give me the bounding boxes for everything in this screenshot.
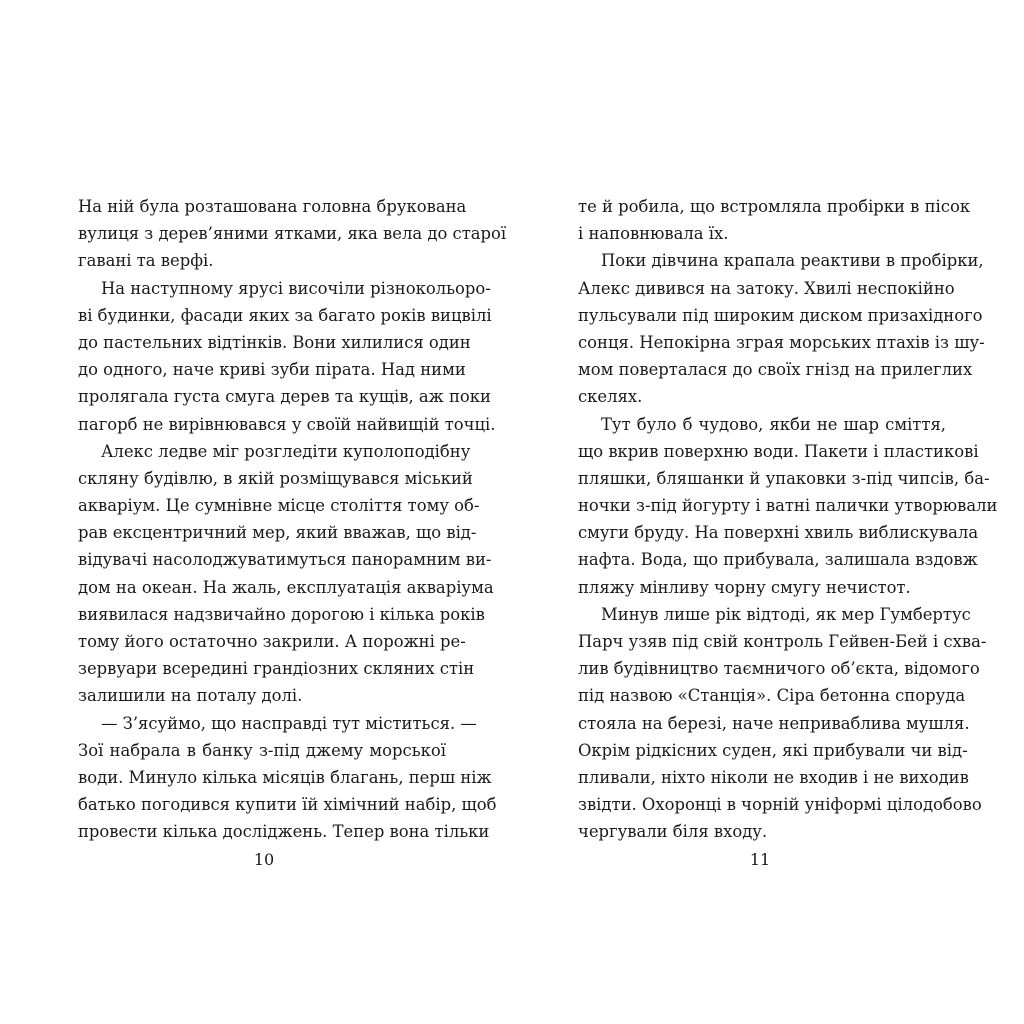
text-line: і наповнювала їх. [578, 224, 729, 244]
text-line: акваріум. Це сумнівне місце століття тому об- [78, 496, 480, 516]
text-line: провести кілька досліджень. Тепер вона тільки [78, 822, 490, 842]
text-line: мом поверталася до своїх гнізд на прилеглих [578, 360, 973, 380]
left-page-text [78, 193, 507, 846]
text-line: що вкрив поверхню води. Пакети і пластикові [578, 441, 979, 461]
text-line: стояла на березі, наче неприваблива мушля. [578, 713, 970, 733]
text-line: Зої набрала в банку з-під джему морської [78, 740, 446, 760]
text-line: пляжу мінливу чорну смугу нечистот. [578, 577, 911, 597]
text-line: сонця. Непокірна зграя морських птахів із шу- [578, 332, 985, 352]
text-line: пляшки, бляшанки й упаковки з-під чипсів, ба- [578, 468, 990, 488]
text-line: лив будівництво таємничого об’єкта, відомого [578, 659, 980, 679]
text-line: до одного, наче криві зуби пірата. Над ними [78, 360, 466, 380]
text-line: пагорб не вирівнювався у своїй найвищій точці. [78, 414, 496, 434]
text-line: звідти. Охоронці в чорній уніформі цілодобово [578, 795, 982, 815]
text-line: Парч узяв під свій контроль Гейвен-Бей і схва- [578, 632, 987, 651]
text-line: Минув лише рік відтоді, як мер Гумбертус [601, 604, 971, 624]
text-line: нафта. Вода, що прибувала, залишала вздовж [578, 550, 978, 570]
text-line: чергували біля входу. [578, 822, 768, 842]
text-line: скляну будівлю, в якій розміщувався міський [78, 468, 473, 488]
text-line: Тут було б чудово, якби не шар сміття, [601, 414, 946, 434]
text-line: скелях. [578, 387, 643, 407]
right-page-text [578, 193, 998, 846]
text-line: батько погодився купити їй хімічний набір, щоб [78, 795, 497, 815]
text-line: під назвою «Станція». Сіра бетонна споруда [578, 686, 966, 706]
page-number-left: 10 [253, 850, 275, 869]
text-line: Окрім рідкісних суден, які прибували чи від- [578, 740, 968, 760]
text-line: води. Минуло кілька місяців благань, перш ніж [78, 767, 492, 787]
text-line: вулиця з дерев’яними ятками, яка вела до старої [78, 224, 507, 244]
text-line: пролягала густа смуга дерев та кущів, аж поки [78, 387, 491, 407]
text-line: рав ексцентричний мер, який вважав, що від- [78, 523, 477, 543]
text-line: На ній була розташована головна брукована [78, 197, 467, 216]
text-line: ночки з-під йогурту і ватні палички утворювали [578, 496, 998, 516]
text-line: ві будинки, фасади яких за багато років вицвілі [78, 305, 492, 325]
text-line: дом на океан. На жаль, експлуатація акваріума [78, 577, 494, 597]
text-line: Алекс дивився на затоку. Хвилі неспокійно [578, 278, 955, 298]
text-line: — З’ясуймо, що насправді тут міститься. — [101, 713, 477, 733]
text-line: залишили на поталу долі. [78, 686, 303, 706]
text-line: пливали, ніхто ніколи не входив і не виходив [578, 767, 969, 787]
text-line: Поки дівчина крапала реактиви в пробірки, [601, 251, 984, 271]
text-line: зервуари всередині грандіозних скляних стін [78, 659, 475, 679]
text-line: тому його остаточно закрили. А порожні ре- [78, 632, 466, 651]
text-line: те й робила, що встромляла пробірки в пісок [578, 197, 971, 216]
page-number-right: 11 [749, 850, 771, 869]
text-line: смуги бруду. На поверхні хвиль виблискувала [578, 523, 979, 543]
text-line: відувачі насолоджуватимуться панорамним ви- [78, 550, 492, 570]
text-line: до пастельних відтінків. Вони хилилися один [78, 332, 471, 352]
text-line: виявилася надзвичайно дорогою і кілька років [78, 604, 485, 624]
text-line: Алекс ледве міг розгледіти куполоподібну [101, 441, 471, 461]
text-line: На наступному ярусі височіли різнокольоро- [101, 278, 491, 298]
text-line: гавані та верфі. [78, 251, 214, 271]
text-line: пульсували під широким диском призахідного [578, 305, 983, 325]
